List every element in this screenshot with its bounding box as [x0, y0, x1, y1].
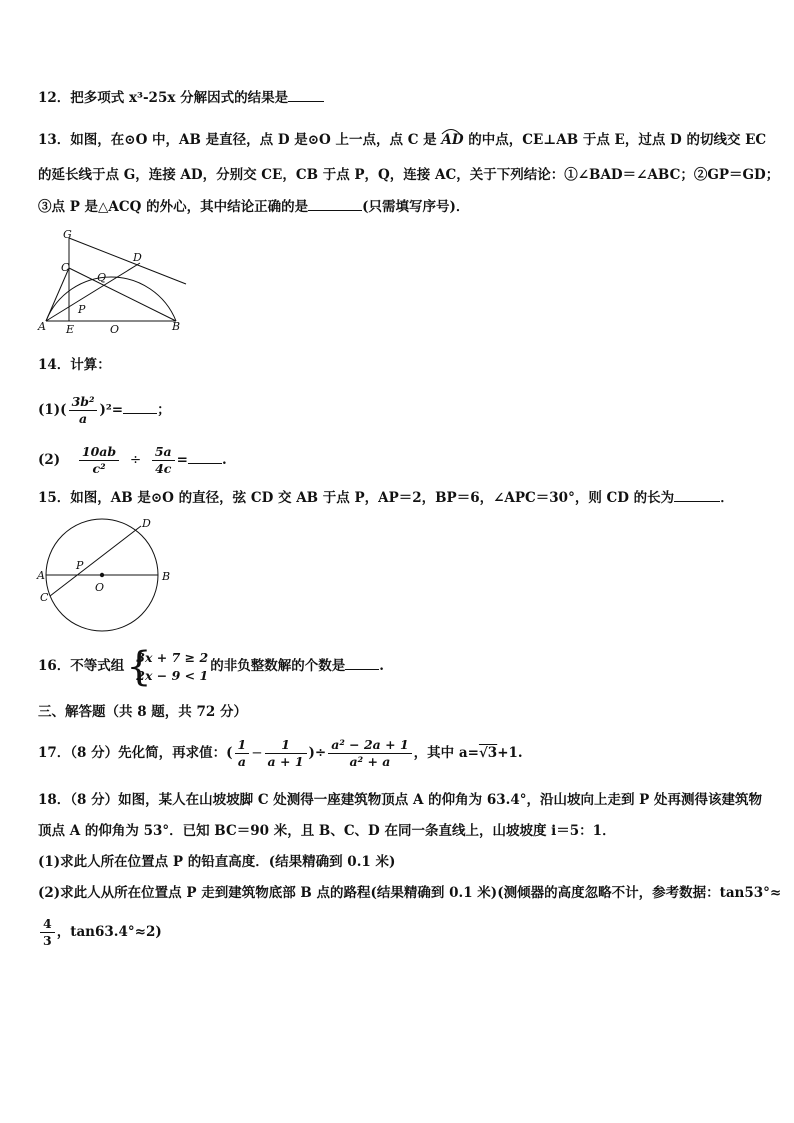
q18-frac-4-3: $\frac{4}{3}$ — [40, 916, 55, 949]
q15-answer-blank[interactable] — [674, 489, 720, 502]
q15-figure — [34, 512, 184, 637]
q17-frac-3: $\frac{\text{a² − 2a + 1}}{\text{a² + a}}$ — [328, 737, 411, 770]
q14-p2-answer-blank[interactable] — [188, 451, 222, 464]
q13-text-1a: 13．如图，在⊙O 中，AB 是直径，点 D 是⊙O 上一点，点 C 是 — [38, 132, 437, 148]
q13-line2: 的延长线于点 G，连接 AD，分别交 CE，CB 于点 P，Q，连接 AC，关于下列结论：①∠BAD＝∠ABC；②GP＝GD； — [38, 167, 780, 183]
q16-line: 16．不等式组 { 3x + 7 ≥ 2 2x − 9 < 1 的非负整数解的个数是 . — [38, 643, 384, 690]
q18-sub1: (1)求此人所在位置点 P 的铅直高度．(结果精确到 0.1 米) — [38, 854, 396, 870]
q15-label-c: C — [40, 591, 49, 604]
q17-frac-2: $\frac{1}{a + 1}$ — [265, 737, 307, 770]
q13-label-p: P — [78, 303, 86, 316]
q12-answer-blank[interactable] — [288, 89, 324, 102]
q16-ineq-1: 3x + 7 ≥ 2 — [136, 649, 209, 665]
q15-label-d: D — [142, 517, 151, 530]
q17-frac-1: $\frac{1}{a}$ — [235, 737, 250, 770]
q13-label-c: C — [61, 261, 70, 274]
q18-sub2: (2)求此人从所在位置点 P 走到建筑物底部 B 点的路程(结果精确到 0.1 米)(测倾器的高度忽略不计，参考数据：tan53°≈ — [38, 885, 782, 901]
q13-arc-ad: AD — [441, 131, 463, 149]
q12-line — [38, 89, 324, 107]
arc-icon — [440, 125, 462, 135]
q14-p2-fraction-1: $\frac{10ab}{\text{c²}}$ — [79, 444, 119, 477]
q16-answer-blank[interactable] — [345, 657, 379, 670]
q15-center-dot — [100, 573, 104, 577]
q13-label-q: Q — [97, 271, 107, 284]
q13-answer-blank[interactable] — [308, 198, 362, 211]
q18-line1: 18．（8 分）如图，某人在山坡坡脚 C 处测得一座建筑物顶点 A 的仰角为 63.4°，沿山坡向上走到 P 处再测得该建筑物 — [38, 792, 763, 808]
q13-label-a: A — [38, 320, 46, 333]
q14-p1-fraction: $\frac{\text{3b²}}{a}$ — [69, 394, 98, 427]
q13-figure — [36, 226, 196, 336]
q15-label-b: B — [162, 570, 171, 583]
q14-part1: (1)( $\frac{\text{3b²}}{a}$ )²= ； — [38, 394, 171, 426]
q13-label-b: B — [172, 320, 181, 333]
q14-part2: (2) $\frac{10ab}{\text{c²}}$ ÷ $\frac{5a}{4c}$ = . — [38, 444, 227, 476]
q14-p1-answer-blank[interactable] — [123, 401, 157, 414]
q14-p2-fraction-2: $\frac{5a}{4c}$ — [152, 444, 175, 477]
q15-label-o: O — [95, 581, 105, 594]
q13-label-o: O — [110, 323, 120, 336]
q17-sqrt: √3 — [478, 745, 498, 761]
q18-sub2-tail: $\frac{4}{3}$ ，tan63.4°≈2) — [38, 912, 162, 952]
q13-label-g: G — [63, 228, 72, 241]
q18-line2: 顶点 A 的仰角为 53°．已知 BC＝90 米，且 B、C、D 在同一条直线上，山坡坡度 i＝5：1． — [38, 823, 616, 839]
q17-line: 17．（8 分）先化简，再求值：( $\frac{1}{a}$ − $\frac{1}{a + 1}$ )÷ $\frac{\text{a² − 2a + 1}}{\text{a² + a}}$ ，其中 a=√3+1. — [38, 737, 523, 769]
q13-label-e: E — [66, 323, 75, 336]
q15-label-a: A — [37, 569, 45, 582]
q13-line1 — [38, 131, 766, 149]
q15-label-p: P — [76, 559, 84, 572]
q14-title: 14．计算： — [38, 357, 111, 373]
q16-inequality-system: { 3x + 7 ≥ 2 2x − 9 < 1 — [126, 643, 209, 690]
q13-label-d: D — [133, 251, 142, 264]
q12-text: 12．把多项式 x³-25x 分解因式的结果是 — [38, 90, 289, 106]
section-3-title: 三、解答题（共 8 题，共 72 分） — [38, 704, 247, 720]
q13-text-1b: 的中点，CE⊥AB 于点 E，过点 D 的切线交 EC — [468, 132, 767, 148]
q15-line: 15．如图，AB 是⊙O 的直径，弦 CD 交 AB 于点 P，AP＝2，BP＝6，∠APC＝30°，则 CD 的长为 ． — [38, 490, 734, 506]
q13-line3: ③点 P 是△ACQ 的外心，其中结论正确的是 (只需填写序号)． — [38, 199, 470, 215]
q16-ineq-2: 2x − 9 < 1 — [136, 667, 209, 683]
